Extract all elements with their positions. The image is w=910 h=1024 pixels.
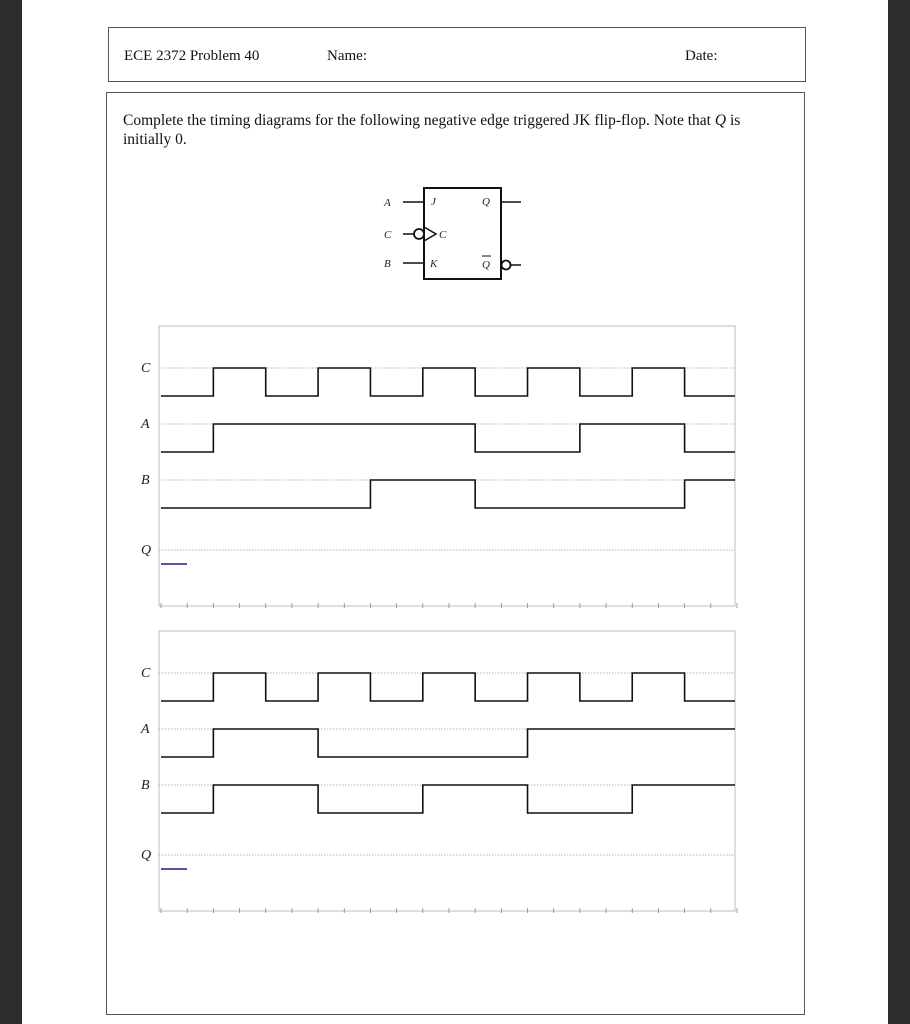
instructions-text: Complete the timing diagrams for the following negative edge triggered JK flip-flop. Note that Q is initially 0. — [123, 112, 741, 148]
pin-label-qbar: Q — [482, 259, 490, 271]
waveform-c — [161, 673, 735, 701]
pin-label-k: K — [430, 258, 438, 270]
waveform-b — [161, 480, 735, 508]
signal-label-c: C — [141, 361, 151, 376]
input-label-b: B — [384, 258, 391, 270]
input-label-a: A — [384, 197, 391, 209]
date-label: Date: — [685, 48, 718, 64]
q-symbol: Q — [714, 112, 727, 129]
signal-label-a: A — [141, 722, 150, 737]
waveform-a — [161, 729, 735, 757]
signal-label-b: B — [141, 473, 150, 488]
diagram-1 — [140, 326, 737, 608]
name-label: Name: — [327, 48, 367, 64]
timing-diagrams — [22, 0, 888, 1024]
pin-label-clk: C — [439, 229, 447, 241]
input-label-c: C — [384, 229, 392, 241]
signal-label-q: Q — [141, 848, 152, 863]
signal-label-a: A — [141, 417, 150, 432]
waveform-b — [161, 785, 735, 813]
worksheet-page — [22, 0, 888, 1024]
signal-label-c: C — [141, 666, 151, 681]
waveform-c — [161, 368, 735, 396]
course-problem: ECE 2372 Problem 40 — [124, 48, 260, 64]
waveform-a — [161, 424, 735, 452]
pin-label-q: Q — [482, 196, 490, 208]
signal-label-q: Q — [141, 543, 152, 558]
pin-label-j: J — [431, 196, 436, 208]
diagram-2 — [140, 631, 737, 913]
signal-label-b: B — [141, 778, 150, 793]
